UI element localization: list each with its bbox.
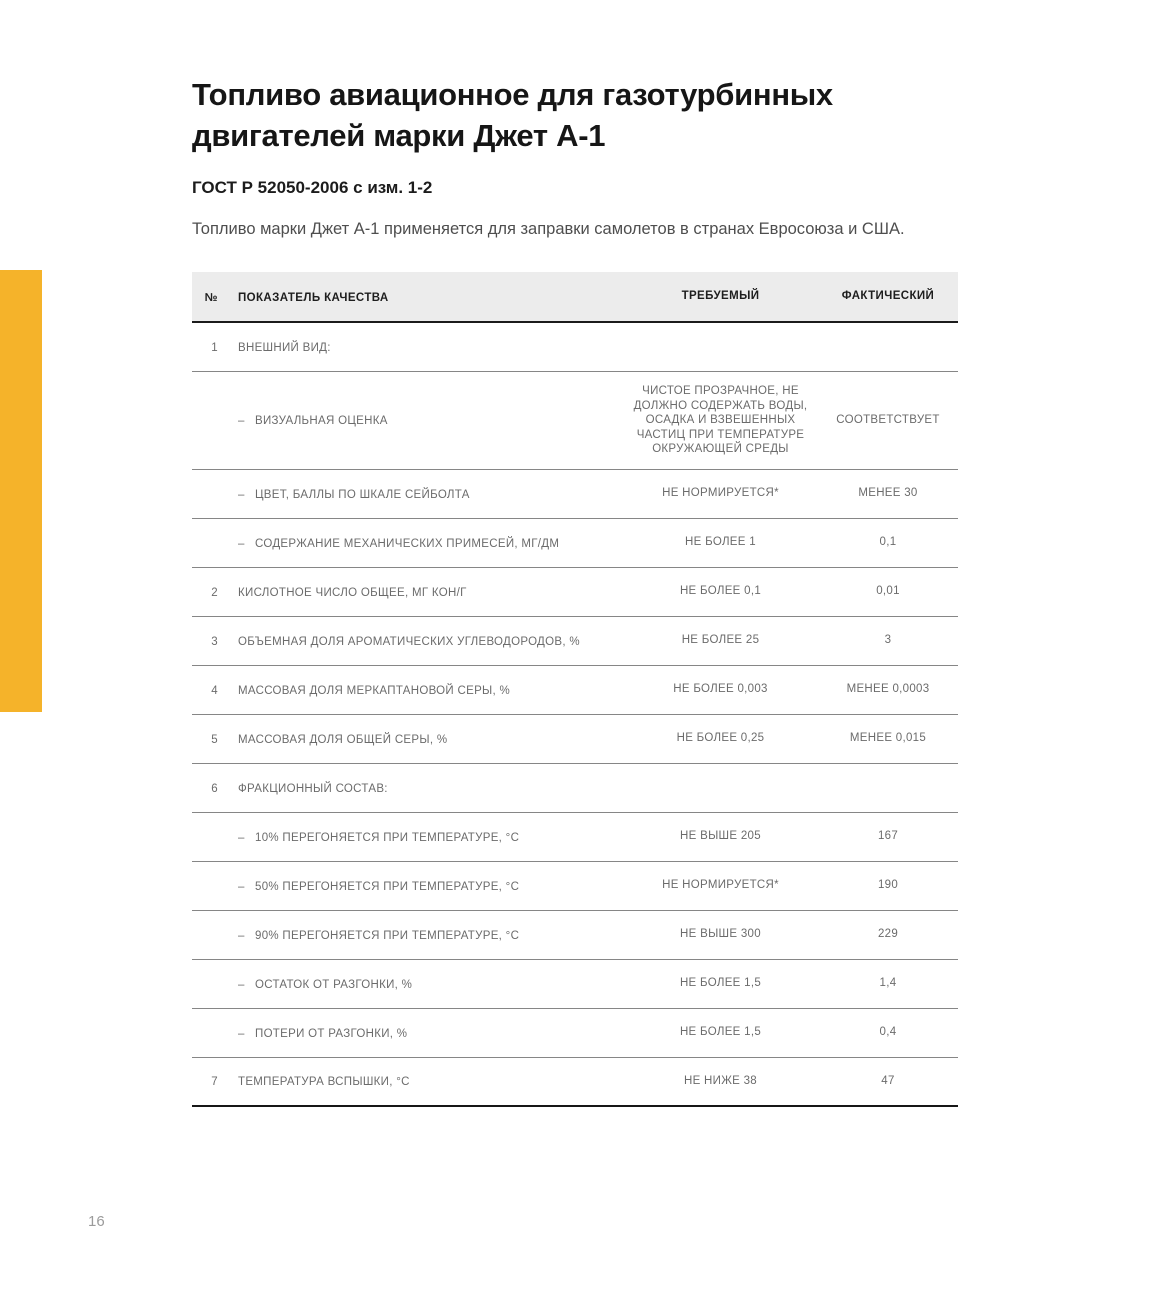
intro-text: Топливо марки Джет А-1 применяется для заправки самолетов в странах Евросоюза и США. <box>192 220 905 238</box>
dash-prefix: – <box>238 537 245 550</box>
page-title <box>192 74 1052 156</box>
indicator-label: ОСТАТОК ОТ РАЗГОНКИ, % <box>255 978 413 991</box>
row-number: 5 <box>211 733 218 746</box>
actual-value: 0,4 <box>879 1026 897 1039</box>
required-value: НЕ БОЛЕЕ 0,003 <box>673 683 768 696</box>
dash-prefix: – <box>238 929 245 942</box>
table-header-row <box>192 272 958 323</box>
indicator-name <box>238 487 623 501</box>
actual-value: 0,01 <box>876 585 900 598</box>
indicator-label: ТЕМПЕРАТУРА ВСПЫШКИ, °С <box>238 1076 410 1088</box>
indicator-label: 50% ПЕРЕГОНЯЕТСЯ ПРИ ТЕМПЕРАТУРЕ, °С <box>255 880 520 893</box>
indicator-name <box>238 928 623 942</box>
indicator-label: ВНЕШНИЙ ВИД: <box>238 342 331 354</box>
table-row <box>192 960 958 1009</box>
table-row <box>192 470 958 519</box>
indicator-label: 10% ПЕРЕГОНЯЕТСЯ ПРИ ТЕМПЕРАТУРЕ, °С <box>255 831 520 844</box>
row-number <box>192 493 238 495</box>
indicator-name <box>238 977 623 991</box>
page-number: 16 <box>88 1213 105 1230</box>
required-value: НЕ БОЛЕЕ 1 <box>685 536 756 549</box>
table-row <box>192 519 958 568</box>
row-number: 2 <box>211 586 218 599</box>
required-value: НЕ ВЫШЕ 205 <box>680 830 761 843</box>
required-value: НЕ БОЛЕЕ 0,1 <box>679 585 762 598</box>
actual-value: МЕНЕЕ 30 <box>858 487 918 500</box>
indicator-name <box>238 634 623 648</box>
indicator-label: МАССОВАЯ ДОЛЯ ОБЩЕЙ СЕРЫ, % <box>238 733 448 746</box>
page-title-line1: Топливо авиационное для газотурбинных <box>192 77 833 112</box>
indicator-name <box>238 413 623 427</box>
accent-bar <box>0 270 42 712</box>
required-value: НЕ ВЫШЕ 300 <box>680 928 761 941</box>
actual-value: МЕНЕЕ 0,0003 <box>846 683 930 696</box>
actual-value: 3 <box>884 634 892 647</box>
row-number <box>192 542 238 544</box>
indicator-label: ПОТЕРИ ОТ РАЗГОНКИ, % <box>255 1027 408 1040</box>
indicator-name <box>238 1074 623 1088</box>
dash-prefix: – <box>238 880 245 893</box>
row-number: 7 <box>211 1076 218 1088</box>
dash-prefix: – <box>238 978 245 991</box>
row-number <box>192 836 238 838</box>
actual-value: 47 <box>881 1074 895 1087</box>
indicator-name <box>238 830 623 844</box>
required-value: НЕ БОЛЕЕ 0,25 <box>676 732 765 745</box>
row-number: 1 <box>211 342 218 354</box>
required-value: НЕ НОРМИРУЕТСЯ* <box>662 879 779 892</box>
dash-prefix: – <box>238 488 245 501</box>
header-actual: ФАКТИЧЕСКИЙ <box>841 290 935 303</box>
table-row <box>192 715 958 764</box>
dash-prefix: – <box>238 831 245 844</box>
table-row <box>192 911 958 960</box>
actual-value: СООТВЕТСТВУЕТ <box>836 414 940 426</box>
actual-value: 0,1 <box>879 536 897 549</box>
table-row <box>192 666 958 715</box>
dash-prefix: – <box>238 415 245 428</box>
doc-standard: ГОСТ Р 52050-2006 с изм. 1-2 <box>192 178 433 197</box>
indicator-label: МАССОВАЯ ДОЛЯ МЕРКАПТАНОВОЙ СЕРЫ, % <box>238 684 511 697</box>
row-number <box>192 419 238 421</box>
row-number <box>192 934 238 936</box>
required-value: НЕ БОЛЕЕ 25 <box>681 634 760 647</box>
indicator-name <box>238 879 623 893</box>
indicator-label: 90% ПЕРЕГОНЯЕТСЯ ПРИ ТЕМПЕРАТУРЕ, °С <box>255 929 520 942</box>
indicator-name <box>238 585 623 599</box>
required-value: НЕ БОЛЕЕ 1,5 <box>679 1026 762 1039</box>
required-value: ЧИСТОЕ ПРОЗРАЧНОЕ, НЕ ДОЛЖНО СОДЕРЖАТЬ ВОДЫ, ОСАДКА И ВЗВЕШЕННЫХ ЧАСТИЦ ПРИ ТЕМПЕРАТУРЕ ОКРУЖАЮЩЕЙ СРЕДЫ <box>633 385 808 455</box>
table-row <box>192 1058 958 1107</box>
indicator-label: СОДЕРЖАНИЕ МЕХАНИЧЕСКИХ ПРИМЕСЕЙ, МГ/ДМ <box>255 537 560 550</box>
actual-value: 190 <box>877 879 899 892</box>
header-number: № <box>204 291 218 304</box>
table-row <box>192 323 958 372</box>
table-row <box>192 1009 958 1058</box>
table-row <box>192 764 958 813</box>
row-number: 4 <box>211 684 218 697</box>
indicator-name <box>238 683 623 697</box>
table-row <box>192 813 958 862</box>
table-row <box>192 617 958 666</box>
actual-value: 1,4 <box>879 977 897 990</box>
table-row <box>192 372 958 470</box>
dash-prefix: – <box>238 1027 245 1040</box>
indicator-label: КИСЛОТНОЕ ЧИСЛО ОБЩЕЕ, МГ КОН/Г <box>238 586 467 599</box>
indicator-name <box>238 536 623 550</box>
row-number <box>192 983 238 985</box>
required-value: НЕ НОРМИРУЕТСЯ* <box>662 487 779 500</box>
row-number <box>192 885 238 887</box>
actual-value: 167 <box>877 830 899 843</box>
required-value: НЕ НИЖЕ 38 <box>683 1074 758 1087</box>
spec-table <box>192 272 958 1107</box>
table-body <box>192 323 958 1107</box>
indicator-label: ОБЪЕМНАЯ ДОЛЯ АРОМАТИЧЕСКИХ УГЛЕВОДОРОДОВ, % <box>238 635 580 648</box>
table-row <box>192 862 958 911</box>
actual-value: МЕНЕЕ 0,015 <box>849 732 927 745</box>
row-number: 6 <box>211 782 218 795</box>
indicator-label: ЦВЕТ, БАЛЛЫ ПО ШКАЛЕ СЕЙБОЛТА <box>255 488 470 501</box>
indicator-label: ФРАКЦИОННЫЙ СОСТАВ: <box>238 782 388 795</box>
actual-value: 229 <box>877 928 899 941</box>
header-required: ТРЕБУЕМЫЙ <box>681 290 760 303</box>
row-number <box>192 1032 238 1034</box>
indicator-name <box>238 732 623 746</box>
header-indicator: ПОКАЗАТЕЛЬ КАЧЕСТВА <box>238 291 389 304</box>
indicator-name <box>238 781 623 795</box>
indicator-name <box>238 340 623 354</box>
page-title-line2: двигателей марки Джет А-1 <box>192 118 606 153</box>
required-value: НЕ БОЛЕЕ 1,5 <box>679 977 762 990</box>
indicator-name <box>238 1026 623 1040</box>
table-row <box>192 568 958 617</box>
row-number: 3 <box>211 635 218 648</box>
indicator-label: ВИЗУАЛЬНАЯ ОЦЕНКА <box>255 415 388 428</box>
